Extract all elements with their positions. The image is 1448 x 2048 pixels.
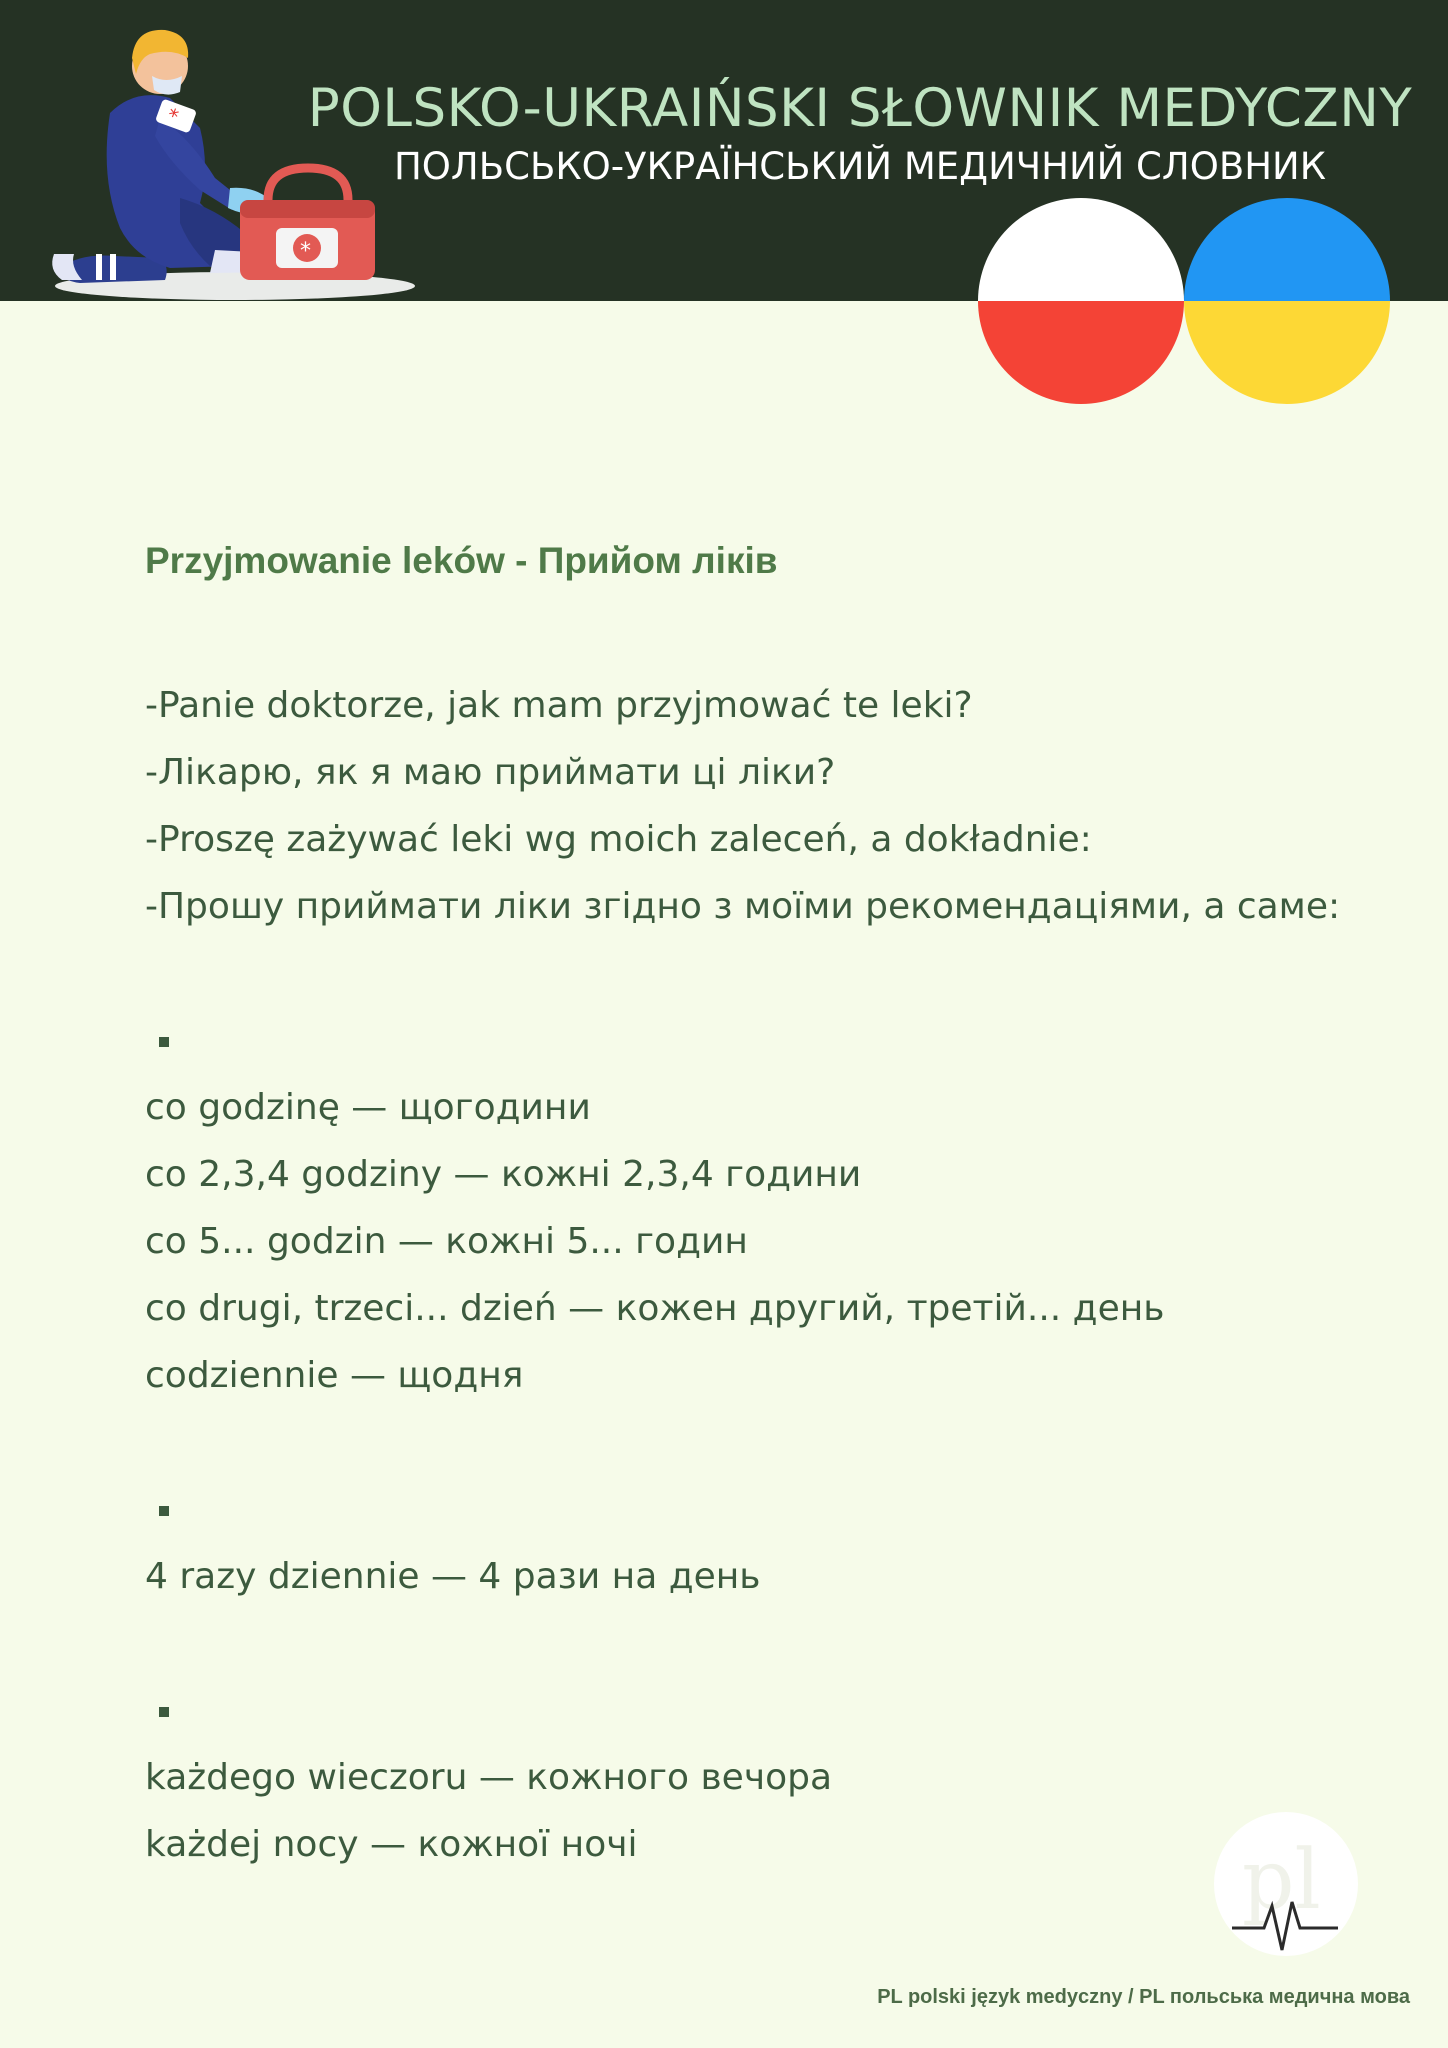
- phrase-content: [145, 540, 1385, 1878]
- dialogue-line: -Прошу приймати ліки згідно з моїми рекомендаціями, а саме:: [145, 886, 1341, 927]
- bullet-icon: [159, 1037, 169, 1047]
- ukrainian-flag-icon: [1184, 198, 1390, 404]
- phrase-line: każdej nocy — кожної ночі: [145, 1824, 638, 1865]
- dialogue-line: -Proszę zażywać leki wg moich zaleceń, a dokładnie:: [145, 819, 1092, 860]
- phrase-line: codziennie — щодня: [145, 1355, 524, 1396]
- svg-text:*: *: [164, 102, 182, 129]
- dialogue-line: -Лікарю, як я маю приймати ці ліки?: [145, 752, 836, 793]
- phrase-line: każdego wieczoru — кожного вечора: [145, 1757, 833, 1798]
- bullet-icon: [159, 1506, 169, 1516]
- pl-logo: [1212, 1810, 1360, 1958]
- phrase-line: co 5... godzin — кожні 5... годин: [145, 1221, 748, 1262]
- dialogue-line: -Panie doktorze, jak mam przyjmować te leki?: [145, 685, 973, 726]
- polish-flag-icon: [978, 198, 1184, 404]
- phrase-line: co 2,3,4 godziny — кожні 2,3,4 години: [145, 1154, 862, 1195]
- footer-text: PL polski język medyczny / PL польська медична мова: [877, 1986, 1410, 2008]
- title-polish: POLSKO-UKRAIŃSKI SŁOWNIK MEDYCZNY: [307, 78, 1413, 139]
- logo-text: pl: [1242, 1833, 1321, 1928]
- section-heading: Przyjmowanie leków - Прийом ліків: [145, 540, 778, 581]
- svg-text:*: *: [300, 239, 311, 264]
- phrase-line: co godzinę — щогодини: [145, 1087, 591, 1128]
- phrase-line: co drugi, trzeci... dzień — кожен другий, третій... день: [145, 1288, 1165, 1329]
- phrase-line: 4 razy dziennie — 4 рази на день: [145, 1556, 761, 1597]
- bullet-icon: [159, 1707, 169, 1717]
- title-ukrainian: ПОЛЬСЬКО-УКРАЇНСЬКИЙ МЕДИЧНИЙ СЛОВНИК: [393, 145, 1326, 188]
